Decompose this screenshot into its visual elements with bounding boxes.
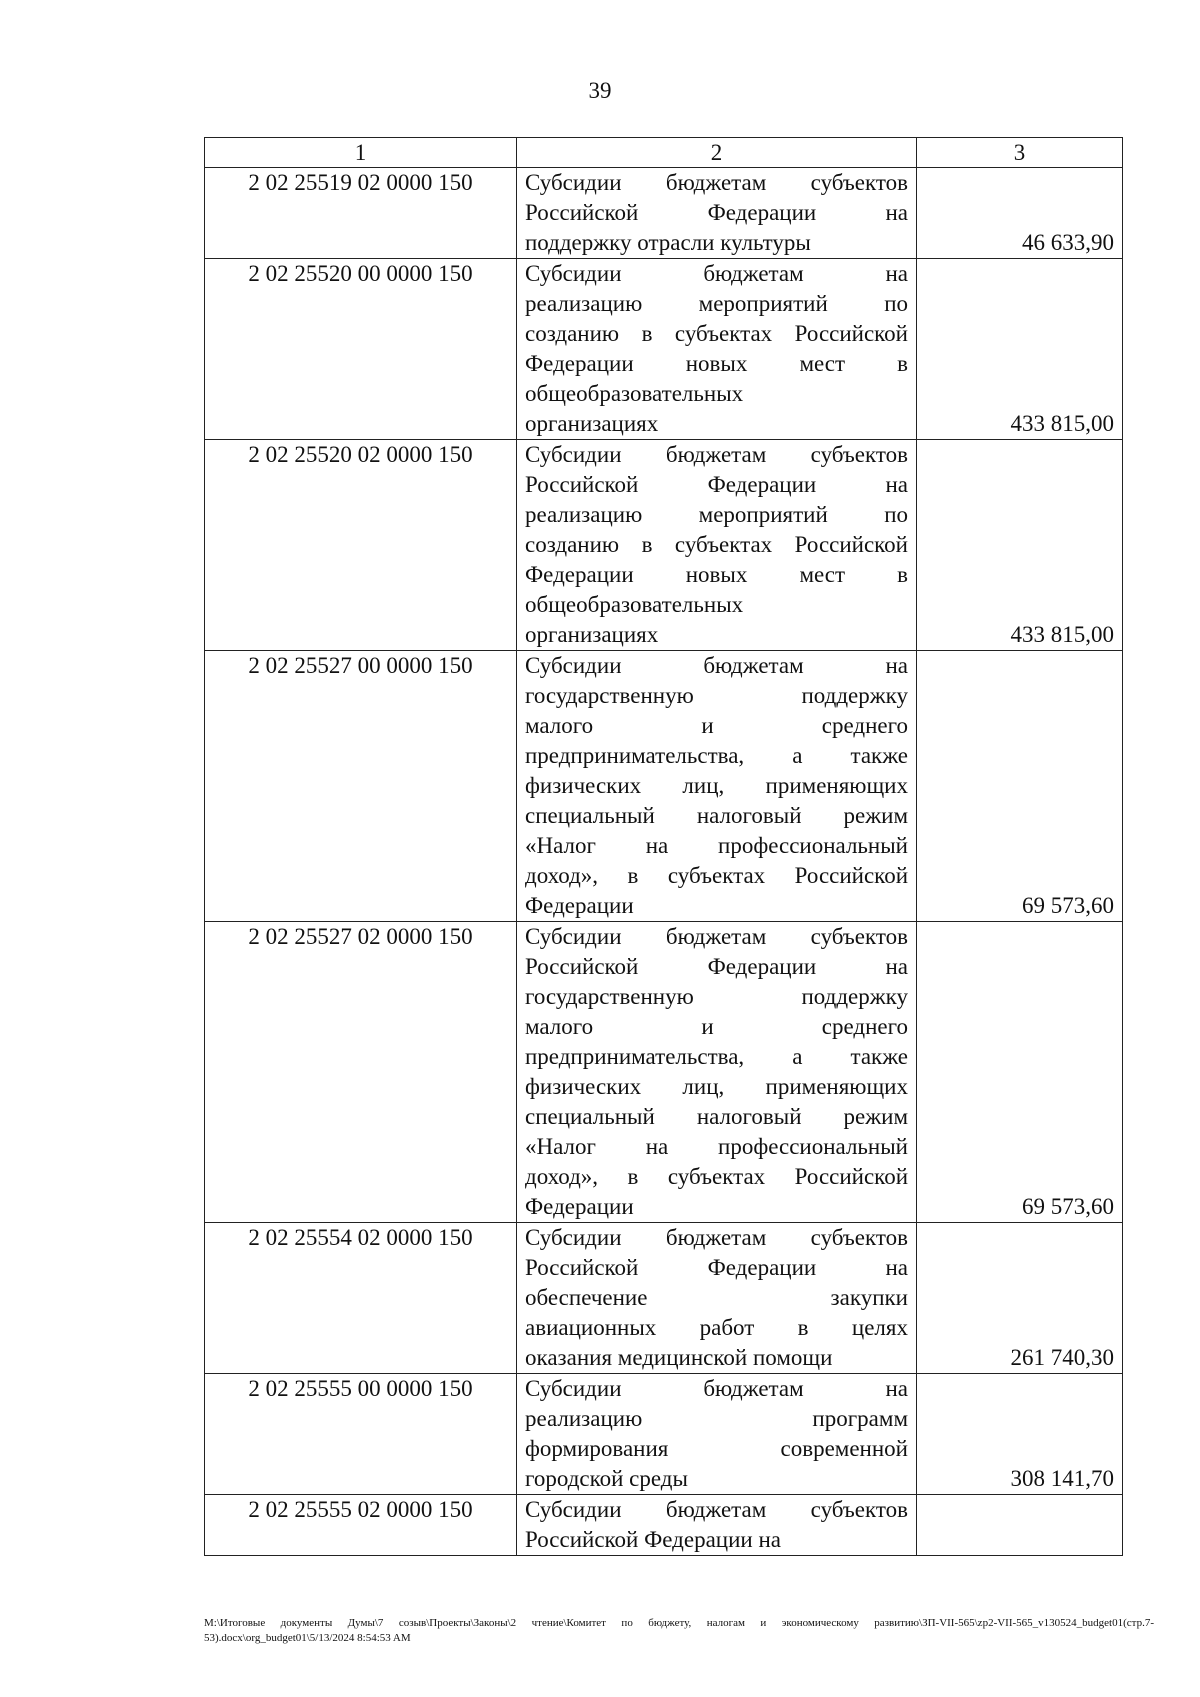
description-line: поддержку отрасли культуры (525, 230, 811, 255)
description-line: оказания медицинской помощи (525, 1345, 833, 1370)
description-line: Федерации новых мест в (525, 562, 908, 587)
table-row (205, 922, 1123, 1223)
description-cell (517, 168, 917, 259)
description-line: реализацию мероприятий по (525, 502, 908, 527)
budget-table-body (205, 138, 1123, 1556)
description-line: Федерации (525, 1194, 634, 1219)
description-line: Субсидии бюджетам субъектов (525, 1497, 908, 1522)
file-path-footer: M:\Итоговые документы Думы\7 созыв\Проекты\Законы\2 чтение\Комитет по бюджету, налогам и экономическому развитию\ЗП-VII-565\zp2-VII-565_v130524_budget01(стр.7-53).docx\org_budget01\5/13/2024 8:54:53 AM (204, 1617, 1154, 1644)
amount-cell: 308 141,70 (917, 1374, 1123, 1495)
description-cell (517, 440, 917, 651)
description-line: Российской Федерации на (525, 1527, 781, 1552)
description-line: малого и среднего (525, 713, 908, 738)
description-line: физических лиц, применяющих (525, 1074, 908, 1099)
table-row (205, 440, 1123, 651)
amount-cell (917, 1495, 1123, 1556)
description-line: малого и среднего (525, 1014, 908, 1039)
description-line: «Налог на профессиональный (525, 1134, 908, 1159)
description-line: Российской Федерации на (525, 1255, 908, 1280)
budget-code-cell: 2 02 25555 02 0000 150 (205, 1495, 517, 1556)
amount-cell: 69 573,60 (917, 651, 1123, 922)
description-line: государственную поддержку (525, 683, 908, 708)
table-row (205, 1223, 1123, 1374)
description-line: Федерации (525, 893, 634, 918)
description-line: доход», в субъектах Российской (525, 863, 908, 888)
description-line: обеспечение закупки (525, 1285, 908, 1310)
page-number: 39 (588, 78, 612, 103)
description-line: организациях (525, 622, 659, 647)
budget-code-cell: 2 02 25527 02 0000 150 (205, 922, 517, 1223)
description-line: общеобразовательных (525, 592, 744, 617)
description-line: Российской Федерации на (525, 954, 908, 979)
description-line: городской среды (525, 1466, 688, 1491)
table-row (205, 168, 1123, 259)
amount-cell: 433 815,00 (917, 440, 1123, 651)
table-row (205, 651, 1123, 922)
header-col-2: 2 (517, 138, 917, 168)
amount-cell: 46 633,90 (917, 168, 1123, 259)
description-line: созданию в субъектах Российской (525, 532, 908, 557)
description-line: физических лиц, применяющих (525, 773, 908, 798)
description-line: Субсидии бюджетам субъектов (525, 442, 908, 467)
description-line: Субсидии бюджетам на (525, 1376, 908, 1401)
description-line: «Налог на профессиональный (525, 833, 908, 858)
description-line: авиационных работ в целях (525, 1315, 908, 1340)
table-row (205, 1374, 1123, 1495)
description-line: Федерации новых мест в (525, 351, 908, 376)
description-line: Российской Федерации на (525, 472, 908, 497)
table-row (205, 1495, 1123, 1556)
description-line: предпринимательства, а также (525, 743, 908, 768)
budget-code-cell: 2 02 25520 00 0000 150 (205, 259, 517, 440)
table-header-row (205, 138, 1123, 168)
description-cell (517, 651, 917, 922)
description-line: Субсидии бюджетам субъектов (525, 170, 908, 195)
description-line: Субсидии бюджетам субъектов (525, 924, 908, 949)
description-line: организациях (525, 411, 659, 436)
description-line: доход», в субъектах Российской (525, 1164, 908, 1189)
description-line: Субсидии бюджетам субъектов (525, 1225, 908, 1250)
description-cell (517, 1223, 917, 1374)
description-line: государственную поддержку (525, 984, 908, 1009)
description-line: Российской Федерации на (525, 200, 908, 225)
amount-cell: 261 740,30 (917, 1223, 1123, 1374)
description-cell (517, 1374, 917, 1495)
description-line: реализацию мероприятий по (525, 291, 908, 316)
header-col-3: 3 (917, 138, 1123, 168)
description-line: предпринимательства, а также (525, 1044, 908, 1069)
description-line: специальный налоговый режим (525, 1104, 908, 1129)
amount-cell: 69 573,60 (917, 922, 1123, 1223)
header-col-1: 1 (205, 138, 517, 168)
budget-code-cell: 2 02 25555 00 0000 150 (205, 1374, 517, 1495)
description-cell (517, 259, 917, 440)
description-cell (517, 1495, 917, 1556)
budget-code-cell: 2 02 25519 02 0000 150 (205, 168, 517, 259)
description-line: формирования современной (525, 1436, 908, 1461)
description-line: Субсидии бюджетам на (525, 653, 908, 678)
description-line: специальный налоговый режим (525, 803, 908, 828)
description-line: реализацию программ (525, 1406, 908, 1431)
budget-code-cell: 2 02 25527 00 0000 150 (205, 651, 517, 922)
budget-code-cell: 2 02 25554 02 0000 150 (205, 1223, 517, 1374)
description-line: созданию в субъектах Российской (525, 321, 908, 346)
amount-cell: 433 815,00 (917, 259, 1123, 440)
table-row (205, 259, 1123, 440)
budget-table (204, 137, 1123, 1556)
description-line: общеобразовательных (525, 381, 744, 406)
description-line: Субсидии бюджетам на (525, 261, 908, 286)
description-cell (517, 922, 917, 1223)
budget-code-cell: 2 02 25520 02 0000 150 (205, 440, 517, 651)
